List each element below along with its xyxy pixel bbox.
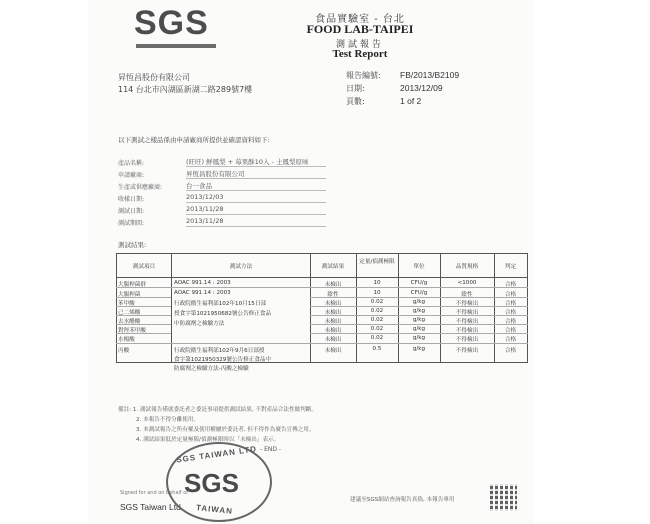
logo-underline [136, 44, 216, 48]
table-cell: 合格 [504, 282, 517, 288]
table-cell: 對羥苯甲酸 [118, 328, 146, 334]
method-text: 食字第1021950329號公告修正食品中 [174, 357, 272, 363]
field-label: 生產或供應廠商: [118, 184, 163, 191]
field-label: 測試日期: [118, 208, 145, 215]
note-line: 4. 測試結果低於定量極限/偵測極限時以「未檢出」表示。 [136, 437, 280, 443]
client-address: 114 台北市內湖區新湖二路289號7樓 [118, 85, 253, 94]
table-cell: 陰性 [461, 292, 473, 298]
table-cell: g/kg [412, 346, 426, 352]
note-line: 備註: 1. 測試報告僅就委託者之委託事項提供測試結果, 不對產品合法性做判斷。 [118, 407, 317, 413]
footer-note: 建議至SGS網站查詢報告真偽, 本報告專用 [350, 497, 455, 503]
table-header: 判定 [504, 264, 517, 270]
field-label: 收樣日期: [118, 196, 145, 203]
method-text: 授食字第1021950682號公告修正食品 [174, 311, 272, 317]
table-cell: 未檢出 [324, 337, 342, 343]
table-cell: 合格 [504, 310, 517, 316]
field-underline [186, 166, 326, 167]
seal-center-text: SGS [184, 468, 239, 498]
note-line: 2. 本報告不得分離使用。 [136, 417, 200, 423]
sgs-logo: SGS [134, 4, 209, 42]
report-date: 2013/12/09 [400, 83, 443, 93]
note-line: 3. 本測試報告之所有權及使用權屬於委託者, 但不得作為廣告宣傳之用。 [136, 427, 315, 433]
table-cell: 不得檢出 [455, 310, 479, 316]
seal-top-text: SGS TAIWAN LTD [175, 444, 258, 465]
field-underline [186, 226, 326, 227]
table-cell: 合格 [504, 337, 517, 343]
field-underline [186, 202, 326, 203]
table-cell: g/kg [412, 326, 426, 332]
table-cell: 0.02 [370, 317, 384, 323]
table-cell: 不得檢出 [455, 348, 479, 354]
report-title-zh: 測試報告 [335, 40, 384, 50]
page-count-label: 頁數: [346, 97, 365, 106]
table-header: 定量/偵測極限 [359, 259, 395, 265]
table-cell: g/kg [412, 299, 426, 305]
qr-code-icon [490, 484, 517, 511]
table-header: 品質規格 [455, 264, 479, 270]
field-underline [186, 190, 326, 191]
table-header: 測試結果 [321, 264, 345, 270]
table-cell: CFU/g [410, 290, 428, 296]
table-cell: 0.02 [370, 326, 384, 332]
table-header: 單位 [413, 264, 425, 270]
table-cell: g/kg [412, 335, 426, 341]
lab-name-zh: 食品實驗室 - 台北 [315, 14, 405, 25]
table-cell: 不得檢出 [455, 301, 479, 307]
table-cell: 0.02 [370, 335, 384, 341]
intro-text: 以下測試之樣品係由申請廠商所提供並確認資料如下: [118, 136, 270, 144]
table-cell: 大腸桿菌群 [118, 282, 146, 288]
table-header: 測試項目 [132, 264, 156, 270]
results-title: 測試結果: [118, 241, 147, 249]
method-text: 行政院衛生福利部102年9月6日部授 [174, 348, 265, 354]
table-cell: 不得檢出 [455, 337, 479, 343]
table-cell: 合格 [504, 328, 517, 334]
table-cell: 丙酸 [118, 348, 130, 354]
method-text: 中防腐劑之檢驗方法 [174, 321, 225, 327]
table-cell: 合格 [504, 292, 517, 298]
table-cell: 水楊酸 [118, 337, 135, 343]
table-cell: 0.02 [370, 308, 384, 314]
table-cell: 10 [373, 280, 381, 286]
report-title-en: Test Report [332, 48, 388, 60]
lab-name-en: FOOD LAB-TAIPEI [306, 22, 414, 36]
table-cell: 不得檢出 [455, 319, 479, 325]
table-cell: 未檢出 [324, 319, 342, 325]
signed-for-text: Signed for and on behalf of [120, 490, 189, 496]
manufacturer: 台一食品 [186, 182, 212, 190]
table-cell: 大腸桿菌 [118, 292, 141, 298]
table-cell: 未檢出 [324, 328, 342, 334]
table-cell: g/kg [412, 317, 426, 323]
field-label: 申請廠商: [118, 172, 145, 179]
signatory-company: SGS Taiwan Ltd. [120, 502, 184, 512]
client-company: 昇恆昌股份有限公司 [118, 73, 190, 82]
table-cell: AOAC 991.14 : 2003 [174, 280, 231, 286]
table-header: 測試方法 [229, 264, 253, 270]
end-marker: - END - [260, 446, 282, 453]
report-date-label: 日期: [346, 84, 365, 93]
table-cell: 未檢出 [324, 282, 342, 288]
field-underline [186, 178, 326, 179]
table-cell: 己二烯酸 [118, 310, 141, 316]
table-cell: 陰性 [327, 292, 339, 298]
table-cell: 合格 [504, 319, 517, 325]
table-cell: 未檢出 [324, 348, 342, 354]
product-name: (旺旺) 鮮鳳梨 + 莓果酥10入 - 土鳳梨原味 [186, 158, 309, 166]
table-cell: 0.02 [370, 299, 384, 305]
applicant: 昇恆昌股份有限公司 [186, 170, 245, 178]
report-number: FB/2013/B2109 [400, 70, 460, 80]
field-underline [186, 214, 326, 215]
table-cell: 合格 [504, 348, 517, 354]
received-date: 2013/12/03 [186, 193, 224, 201]
table-cell: g/kg [412, 308, 426, 314]
table-cell: <1000 [457, 280, 477, 286]
report-number-label: 報告編號: [346, 71, 381, 80]
table-cell: 苯甲酸 [118, 301, 135, 307]
test-date: 2013/11/28 [186, 205, 224, 213]
method-text: 防腐劑之檢驗方法-丙酸之檢驗 [174, 366, 249, 372]
table-cell: 合格 [504, 301, 517, 307]
field-label: 產品名稱: [118, 160, 145, 167]
table-cell: CFU/g [410, 280, 428, 286]
table-cell: 去水醋酸 [118, 319, 141, 325]
seal-bottom-text: TAIWAN [195, 503, 234, 516]
table-cell: AOAC 991.14 : 2003 [174, 290, 231, 296]
table-cell: 0.5 [372, 346, 382, 352]
field-label: 測試期間: [118, 220, 145, 227]
page-count: 1 of 2 [400, 96, 422, 106]
table-cell: 未檢出 [324, 310, 342, 316]
method-text: 行政院衛生福利部102年10月15日部 [174, 301, 267, 307]
table-cell: 10 [373, 290, 381, 296]
table-cell: 未檢出 [324, 301, 342, 307]
test-period: 2013/11/28 [186, 217, 224, 225]
table-cell: 不得檢出 [455, 328, 479, 334]
